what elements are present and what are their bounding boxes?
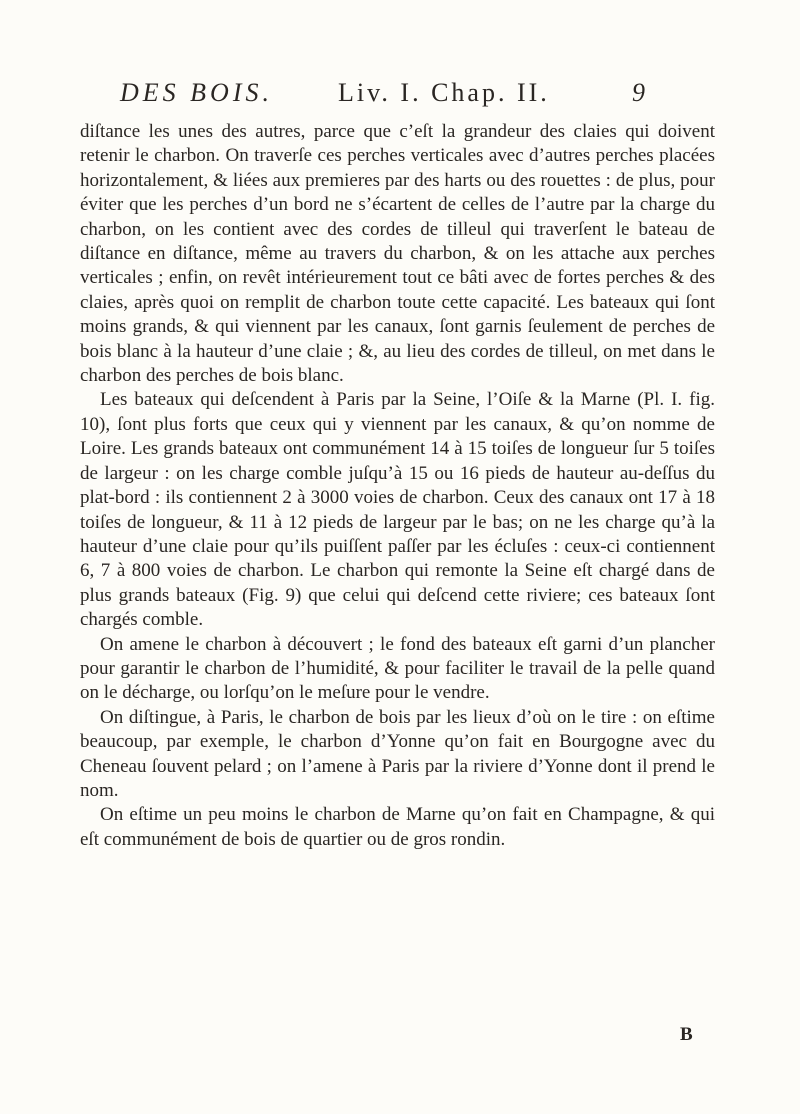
running-head-title: DES BOIS. [120,78,273,107]
signature-mark: B [680,1024,693,1045]
running-head [120,78,645,112]
page-number: 9 [632,78,645,107]
running-head-chapter: Liv. I. Chap. II. [338,78,550,107]
paragraph: On eſtime un peu moins le charbon de Marne qu’on fait en Champagne, & qui eſt communément de bois de quartier ou de gros rondin. [80,804,715,850]
paragraph: On amene le charbon à découvert ; le fond des bateaux eſt garni d’un plancher pour garantir le charbon de l’humidité, & pour faciliter le travail de la pelle quand on le décharge, ou lorſqu’on le meſure pour le vendre. [80,633,715,704]
body-text [80,120,715,852]
paragraph: diſtance les unes des autres, parce que c’eſt la grandeur des claies qui doivent retenir le charbon. On traverſe ces perches verticales avec d’autres perches placées horizontalement, & liées aux premieres par des harts ou des rouettes : de plus, pour éviter que les perches d’un bord ne s’écartent de celles de l’autre par la charge du charbon, on les contient avec des cordes de tilleul qui traverſent le bateau de diſtance en diſtance, même au travers du charbon, & on les attache aux perches verticales ; enfin, on revêt intérieurement tout ce bâti avec de fortes perches & des claies, après quoi on remplit de charbon toute cette capacité. Les bateaux qui ſont moins grands, & qui viennent par les canaux, ſont garnis ſeulement de perches de bois blanc à la hauteur d’une claie ; &, au lieu des cordes de tilleul, on met dans le charbon des perches de bois blanc. [80,121,715,387]
paragraph: On diſtingue, à Paris, le charbon de bois par les lieux d’où on le tire : on eſtime beaucoup, par exemple, le charbon d’Yonne qu’on fait en Bourgogne avec du Cheneau ſouvent pelard ; on l’amene à Paris par la riviere d’Yonne dont il prend le nom. [80,706,715,801]
paragraph: Les bateaux qui deſcendent à Paris par la Seine, l’Oiſe & la Marne (Pl. I. fig. 10), ſont plus forts que ceux qui y viennent par les canaux, & qu’on nomme de Loire. Les grands bateaux ont communément 14 à 15 toiſes de longueur ſur 5 toiſes de largeur : on les charge comble juſqu’à 15 ou 16 pieds de hauteur au-deſſus du plat-bord : ils contiennent 2 à 3000 voies de charbon. Ceux des canaux ont 17 à 18 toiſes de longueur, & 11 à 12 pieds de largeur par le bas; on ne les charge qu’à la hauteur d’une claie pour qu’ils puiſſent paſſer par les écluſes : ceux-ci contiennent 6, 7 à 800 voies de charbon. Le charbon qui remonte la Seine eſt chargé dans de plus grands bateaux (Fig. 9) que celui qui deſcend cette riviere; ces bateaux ſont chargés comble. [80,389,715,631]
